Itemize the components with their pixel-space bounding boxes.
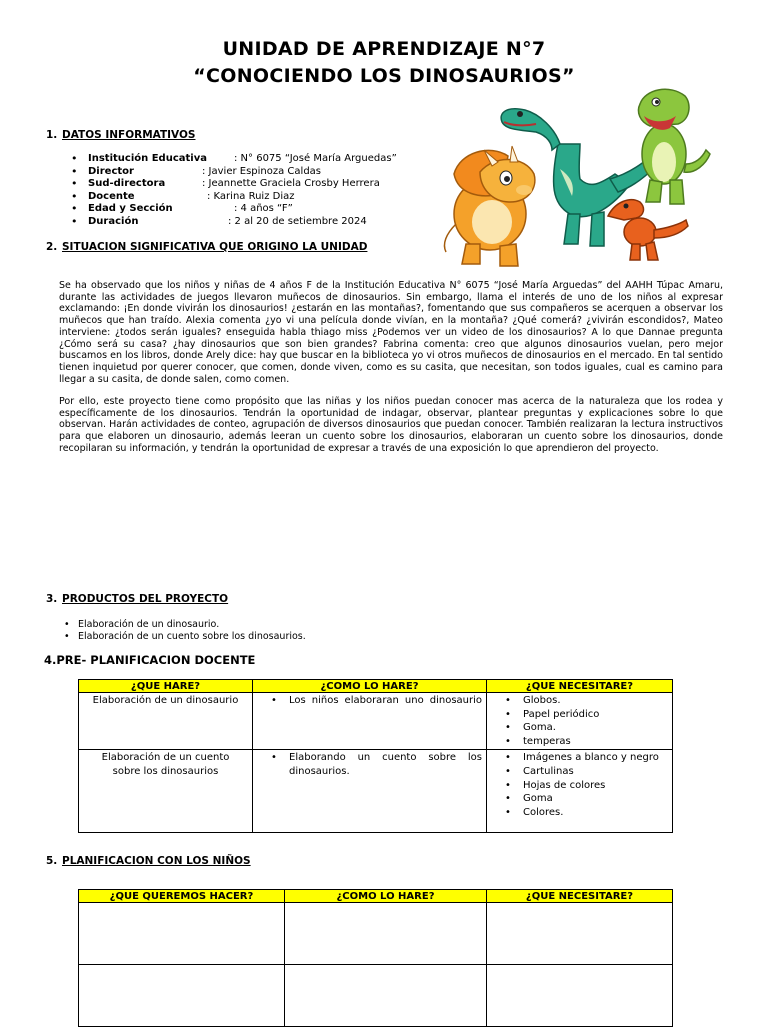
what-cell: Elaboración de un dinosaurio <box>79 693 253 750</box>
empty-cell[interactable] <box>285 903 487 965</box>
info-item: • Docente : Karina Ruiz Diaz <box>88 191 397 204</box>
document-title <box>0 36 768 90</box>
dinosaurs-illustration <box>440 84 716 270</box>
empty-cell[interactable] <box>79 965 285 1027</box>
children-planning-table <box>78 889 673 1027</box>
info-item: • Edad y Sección : 4 años “F” <box>88 203 397 216</box>
table-row <box>79 750 673 833</box>
situation-paragraph-1: Se ha observado que los niños y niñas de 4 años F de la Institución Educativa N° 6075 “José María Arguedas” del AAHH Túpac Amaru, durante las actividades de juegos llevaron muñecos de dinosaurios. Sin embargo, llama el interés de uno de los niños al expresar exclamando: ¡En donde vivirán los dinosaurios! ¿estarán en las montañas?, fomentando que sus compañeros se acerquen a observar los muñecos que han traído. Alexia comenta ¿yo vi una película donde vivían, en la montaña? ¿Qué comerá? ¿vivirán escondidos?, Mateo interviene: ¿todos serán iguales? enseguida habla thiago miss ¿Podemos ver un video de los dinosaurios? A lo que Dannae pregunta ¿Cómo será su casa? ¿hay dinosaurios que son bien grandes? Fabrina comenta: creo que algunos dinosaurios vuelan, pero mejor buscamos en los libros, donde Arely dice: hay que buscar en la biblioteca yo vi otros muñecos de dinosaurios en el mercado. En tal sentido tienen inquietud por querer conocer, que comen, donde viven, como es su casita, que necesitan, son todos iguales, cual es camino para llegar a su casita, de donde salen, como comen. <box>59 280 723 385</box>
table-row <box>79 903 673 965</box>
product-item: • Elaboración de un cuento sobre los dinosaurios. <box>78 631 306 643</box>
title-line-1: UNIDAD DE APRENDIZAJE N°7 <box>222 38 546 60</box>
triceratops-icon <box>444 146 534 266</box>
orange-dinosaur-icon <box>608 200 688 260</box>
empty-cell[interactable] <box>79 903 285 965</box>
empty-cell[interactable] <box>487 965 673 1027</box>
info-item: • Duración : 2 al 20 de setiembre 2024 <box>88 216 397 229</box>
column-header: ¿QUE NECESITARE? <box>487 890 673 903</box>
section-4-heading: 4.PRE- PLANIFICACION DOCENTE <box>44 653 256 667</box>
info-item: • Institución Educativa : N° 6075 “José María Arguedas” <box>88 153 397 166</box>
info-item: • Director : Javier Espinoza Caldas <box>88 166 397 179</box>
title-line-2: “CONOCIENDO LOS DINOSAURIOS” <box>193 65 575 87</box>
column-header: ¿QUE QUEREMOS HACER? <box>79 890 285 903</box>
teacher-planning-table <box>78 679 673 833</box>
section-1-heading: 1. DATOS INFORMATIVOS <box>46 129 196 141</box>
needs-cell: • Imágenes a blanco y negro • Cartulinas • Hojas de colores • Goma • Colores. <box>487 750 673 833</box>
what-cell: Elaboración de un cuento sobre los dinosaurios <box>79 750 253 833</box>
situation-paragraph-2: Por ello, este proyecto tiene como propósito que las niñas y los niños puedan conocer mas acerca de la naturaleza que los rodea y específicamente de los dinosaurios. Tendrán la oportunidad de indagar, observar, plantear preguntas y explicaciones sobre lo que observan. Harán actividades de conteo, agrupación de diversos dinosaurios que puedan conocer. También realizaran la lectura instructivos para que elaboren un dinosaurio, además leeran un cuento sobre los dinosaurios, elaboraran un cuento sobre los dinosaurios, donde recopilaran su información, y tendrán la oportunidad de expresar a través de una exposición lo que aprendieron del proyecto. <box>59 396 723 454</box>
column-header: ¿COMO LO HARE? <box>285 890 487 903</box>
section-3-heading: 3. PRODUCTOS DEL PROYECTO <box>46 593 229 605</box>
column-header: ¿COMO LO HARE? <box>253 680 487 693</box>
needs-cell: • Globos. • Papel periódico • Goma. • temperas <box>487 693 673 750</box>
empty-cell[interactable] <box>285 965 487 1027</box>
empty-cell[interactable] <box>487 903 673 965</box>
table-row <box>79 693 673 750</box>
table-row <box>79 965 673 1027</box>
product-item: • Elaboración de un dinosaurio. <box>78 619 306 631</box>
table-header-row <box>79 890 673 903</box>
column-header: ¿QUE NECESITARE? <box>487 680 673 693</box>
green-dinosaur-icon <box>638 89 710 204</box>
info-item: • Sud-directora : Jeannette Graciela Crosby Herrera <box>88 178 397 191</box>
column-header: ¿QUE HARE? <box>79 680 253 693</box>
table-header-row <box>79 680 673 693</box>
info-list <box>88 153 397 229</box>
section-5-heading: 5. PLANIFICACION CON LOS NIÑOS <box>46 855 251 867</box>
how-cell: • Elaborando un cuento sobre los dinosaurios. <box>253 750 487 833</box>
section-2-heading: 2. SITUACION SIGNIFICATIVA QUE ORIGINO LA UNIDAD <box>46 241 368 253</box>
how-cell: • Los niños elaboraran uno dinosaurio <box>253 693 487 750</box>
products-list <box>78 619 306 642</box>
